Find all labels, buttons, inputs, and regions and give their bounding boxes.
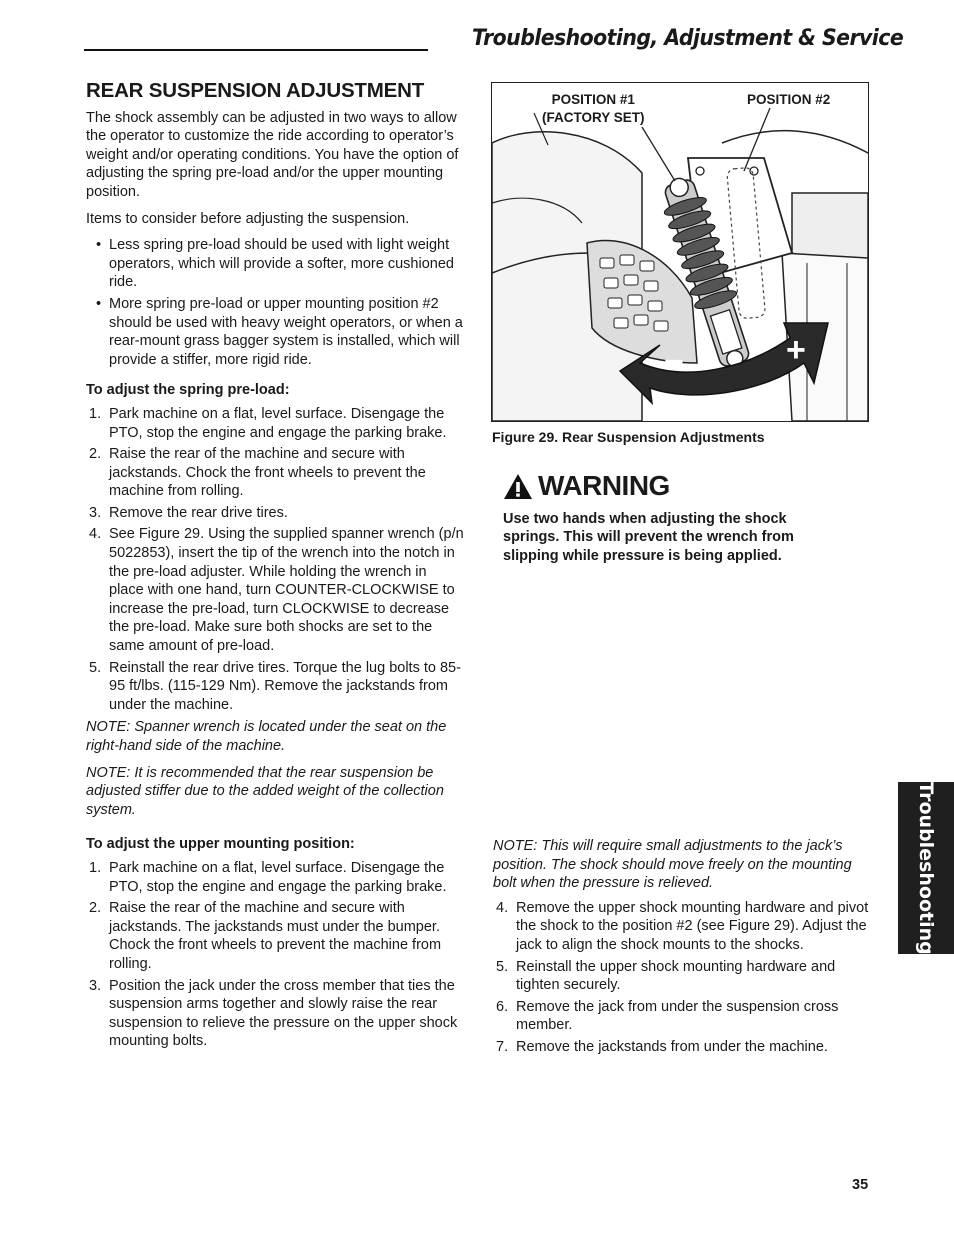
- right-lower-column: [493, 837, 869, 1061]
- consider-paragraph: Items to consider before adjusting the suspension.: [86, 210, 410, 227]
- step-number: 4.: [89, 526, 102, 543]
- bullet-item: • Less spring pre-load should be used with light weight operators, which will provide a softer, more cushioned ride.: [86, 236, 464, 292]
- step-text: Reinstall the upper shock mounting hardware and tighten securely.: [516, 958, 836, 994]
- step-item: [86, 445, 464, 501]
- right-column: [491, 82, 871, 565]
- step-item: [86, 859, 464, 896]
- upper-heading: To adjust the upper mounting position:: [86, 836, 355, 853]
- preload-steps: [86, 405, 464, 715]
- warning-header: [503, 469, 871, 501]
- position-1-line1: POSITION #1: [551, 92, 635, 107]
- section-tab: [898, 782, 954, 954]
- figure-caption: Figure 29. Rear Suspension Adjustments: [492, 429, 765, 445]
- step-number: 5.: [89, 659, 102, 676]
- step-item: [493, 899, 869, 955]
- position-2-label: POSITION #2: [747, 92, 831, 107]
- intro-paragraph: The shock assembly can be adjusted in two ways to allow the operator to customize the ride according to operator’s weight and/or operating conditions. You have the option of adjusting the spring pre-load and/or the upper mounting position.: [86, 109, 459, 200]
- step-item: [86, 899, 464, 973]
- step-item: [86, 504, 464, 523]
- left-column: [86, 79, 464, 1055]
- step-number: 7.: [496, 1038, 509, 1055]
- step-number: 1.: [89, 405, 102, 422]
- step-text: Position the jack under the cross member that ties the suspension arms together and slowly raise the rear suspension to relieve the pressure on the upper shock mounting bolts.: [109, 977, 458, 1050]
- position-1-line2: (FACTORY SET): [542, 110, 645, 125]
- warning-triangle-icon: [503, 473, 533, 500]
- minus-sign: −: [664, 343, 684, 381]
- step-item: [86, 659, 464, 715]
- step-text: Park machine on a flat, level surface. Disengage the PTO, stop the engine and engage the parking brake.: [109, 859, 447, 895]
- step-number: 5.: [496, 958, 509, 975]
- step-item: [86, 405, 464, 442]
- step-text: Raise the rear of the machine and secure with jackstands. The jackstands must under the bumper. Chock the front wheels to prevent the machine from rolling.: [109, 900, 442, 972]
- step-text: Raise the rear of the machine and secure with jackstands. Chock the front wheels to prevent the machine from rolling.: [109, 446, 426, 500]
- figure-29: [491, 82, 869, 422]
- step-text: Remove the upper shock mounting hardware and pivot the shock to the position #2 (see Figure 29). Adjust the jack to align the shock mounts to the shocks.: [516, 899, 869, 953]
- step-text: Remove the rear drive tires.: [109, 504, 288, 521]
- step-number: 4.: [496, 899, 509, 916]
- step-number: 3.: [89, 504, 102, 521]
- note-spanner: NOTE: Spanner wrench is located under the seat on the right-hand side of the machine.: [86, 719, 447, 754]
- bullet-item: • More spring pre-load or upper mounting position #2 should be used with heavy weight operators, or when a rear-mount grass bagger system is installed, which will provide a stiffer, more rigid ride.: [86, 295, 464, 369]
- upper-steps: [86, 859, 464, 1051]
- step-text: Remove the jackstands from under the machine.: [516, 1038, 828, 1055]
- warning-word: WARNING: [538, 469, 670, 501]
- step-item: [493, 998, 869, 1035]
- page-title: Troubleshooting, Adjustment & Service: [472, 26, 904, 51]
- step-text: Reinstall the rear drive tires. Torque the lug bolts to 85-95 ft/lbs. (115-129 Nm). Remove the jackstands from under the machine.: [109, 659, 461, 713]
- step-item: [86, 525, 464, 655]
- header-rule: [84, 49, 428, 51]
- step-text: Park machine on a flat, level surface. Disengage the PTO, stop the engine and engage the parking brake.: [109, 405, 447, 441]
- step-item: [493, 958, 869, 995]
- consider-bullets: [86, 236, 464, 369]
- step-number: 6.: [496, 998, 509, 1015]
- step-number: 2.: [89, 446, 102, 463]
- step-item: [493, 1038, 869, 1057]
- step-number: 1.: [89, 859, 102, 876]
- step-item: [86, 977, 464, 1051]
- step-text: Remove the jack from under the suspension cross member.: [516, 998, 839, 1034]
- plus-sign: +: [786, 331, 806, 369]
- step-number: 3.: [89, 977, 102, 994]
- note-stiffer: NOTE: It is recommended that the rear suspension be adjusted stiffer due to the added weight of the collection system.: [86, 764, 444, 818]
- section-tab-label: Troubleshooting: [915, 781, 937, 955]
- note-jack: NOTE: This will require small adjustments to the jack’s position. The shock should move freely on the mounting bolt when the pressure is relieved.: [493, 838, 852, 892]
- section-heading: REAR SUSPENSION ADJUSTMENT: [86, 79, 425, 102]
- step-text: See Figure 29. Using the supplied spanner wrench (p/n 5022853), insert the tip of the wrench into the notch in the pre-load adjuster. While holding the wrench in place with one hand, turn COUNTER-CLOCKWISE to increase the pre-load, turn CLOCKWISE to decrease the pre-load. Make sure both shocks are set to the same amount of pre-load.: [109, 526, 464, 655]
- page-number: 35: [852, 1177, 869, 1193]
- step-number: 2.: [89, 900, 102, 917]
- position-1-label: [542, 91, 645, 127]
- preload-heading: To adjust the spring pre-load:: [86, 382, 290, 399]
- warning-text: Use two hands when adjusting the shock springs. This will prevent the wrench from slipping while pressure is being applied.: [503, 510, 794, 564]
- upper-steps-continued: [493, 899, 869, 1057]
